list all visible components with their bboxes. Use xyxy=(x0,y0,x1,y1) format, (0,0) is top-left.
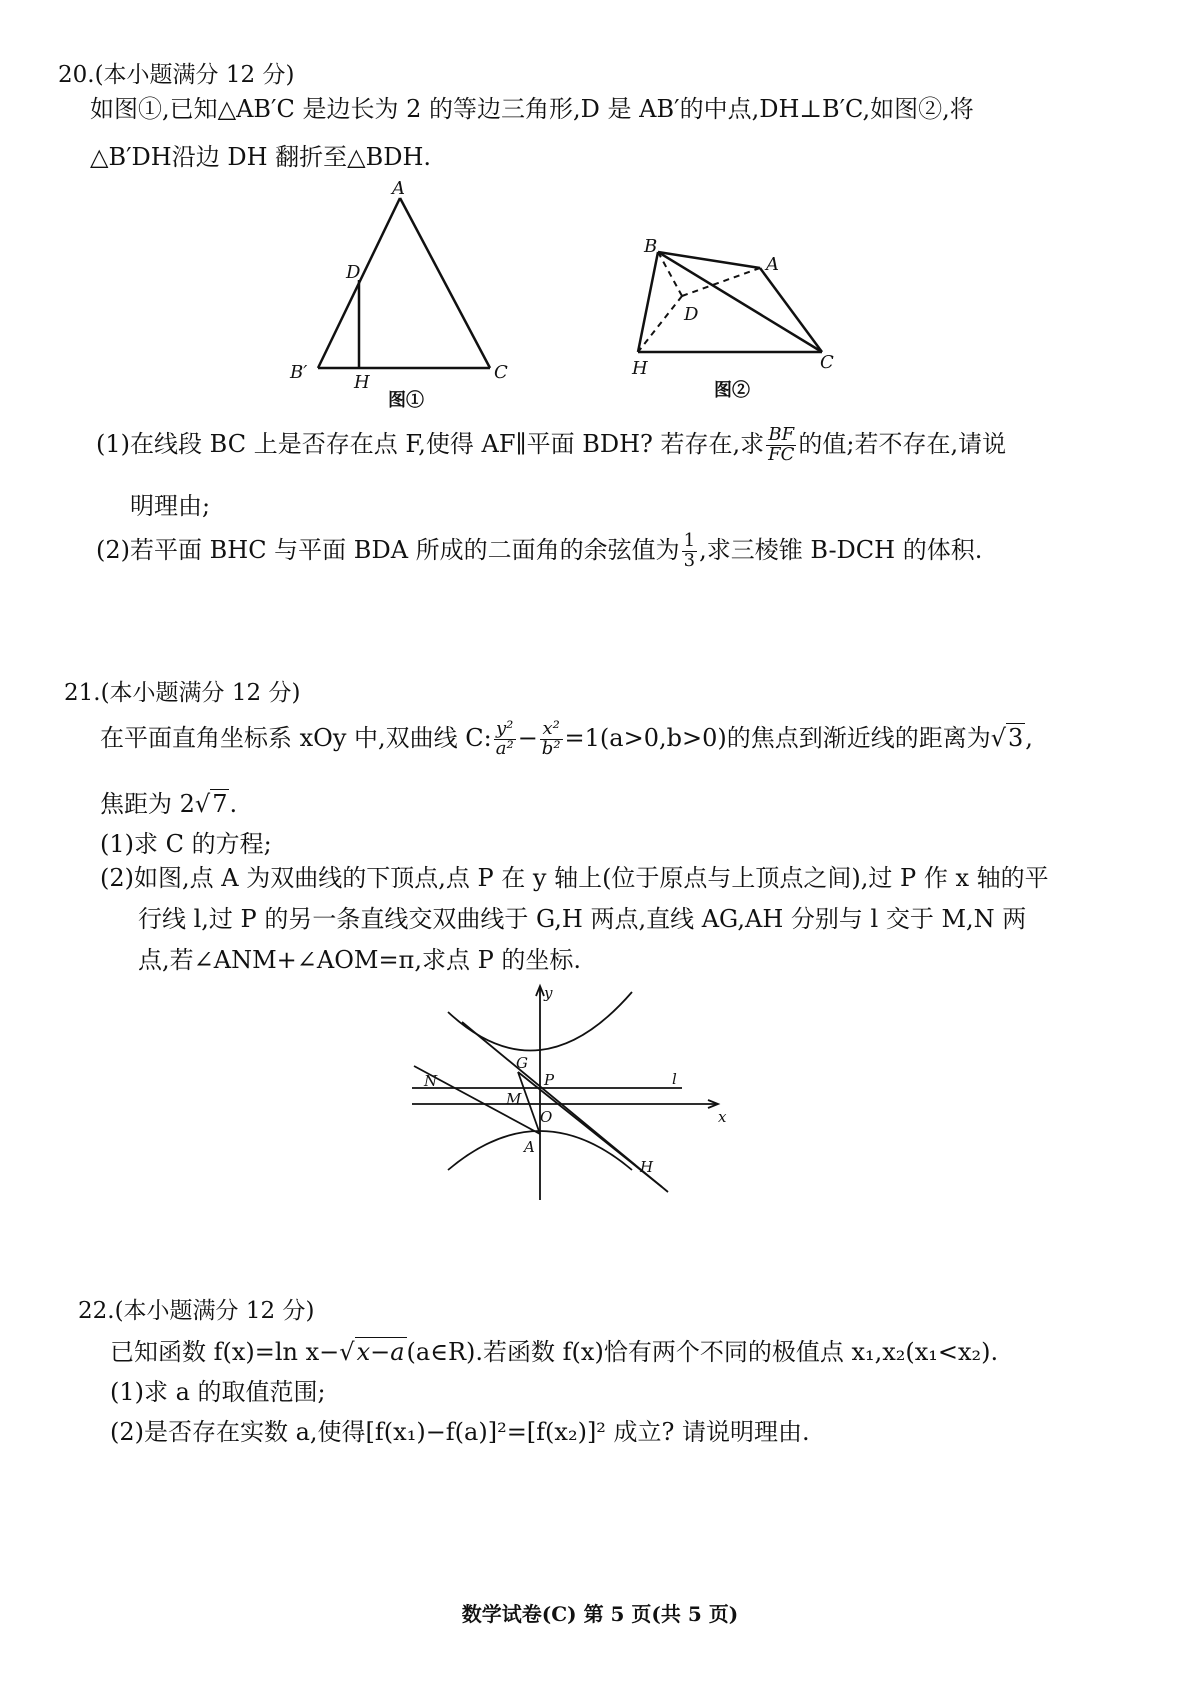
edge-AC xyxy=(400,198,490,368)
q20-part2 xyxy=(96,532,982,571)
label-H: H xyxy=(640,1158,654,1176)
q20-header: 20.(本小题满分 12 分) xyxy=(58,62,295,88)
q22-part1: (1)求 a 的取值范围; xyxy=(110,1378,326,1406)
label-B-prime: B′ xyxy=(290,362,308,383)
minus-sign: − xyxy=(517,723,538,752)
line-AH-extended xyxy=(462,1022,668,1192)
q20-intro-line1: 如图①,已知△AB′C 是边长为 2 的等边三角形,D 是 AB′的中点,DH⊥B′C,如图②,将 xyxy=(90,95,974,123)
label-N: N xyxy=(424,1072,438,1090)
q20-part2-text: (2)若平面 BHC 与平面 BDA 所成的二面角的余弦值为 xyxy=(96,535,680,564)
page-footer: 数学试卷(C) 第 5 页(共 5 页) xyxy=(461,1602,739,1626)
label-l: l xyxy=(672,1070,677,1088)
figure-2 xyxy=(638,252,822,352)
figure-1-caption: 图① xyxy=(388,390,424,411)
figure-1 xyxy=(318,198,490,368)
q22-part2: (2)是否存在实数 a,使得[f(x₁)−f(a)]²=[f(x₂)]² 成立? 请说明理由. xyxy=(110,1418,810,1446)
q21-line1: 在平面直角坐标系 xOy 中,双曲线 C: $\frac{\text{y²}}{\text{a²}}$ − $\frac{\text{x²}}{\text{b²}}$ =1(a>0,b>0)的焦点到渐近线的距离为√3, xyxy=(100,718,1033,759)
label-x: x xyxy=(718,1108,727,1126)
q20-intro-line2: △B′DH沿边 DH 翻折至△BDH. xyxy=(90,143,432,171)
figure-2-labels xyxy=(631,236,834,401)
label-B: B xyxy=(644,236,658,257)
q20-part1-text: (1)在线段 BC 上是否存在点 F,使得 AF∥平面 BDH? 若存在,求 xyxy=(96,429,765,458)
q21-part2-line1: (2)如图,点 A 为双曲线的下顶点,点 P 在 y 轴上(位于原点与上顶点之间),过 P 作 x 轴的平 xyxy=(100,864,1049,892)
label-G: G xyxy=(516,1054,528,1072)
edge-BH xyxy=(638,252,658,352)
label-C: C xyxy=(494,362,508,383)
label-A: A xyxy=(392,180,405,199)
q20-part2-tail: ,求三棱锥 B-DCH 的体积. xyxy=(699,535,983,564)
q22-line1: 已知函数 f(x)=ln x−√x−a(a∈R).若函数 f(x)恰有两个不同的极值点 x₁,x₂(x₁<x₂). xyxy=(110,1338,999,1366)
label-H2: H xyxy=(632,358,648,379)
label-y: y xyxy=(544,984,553,1002)
q21-line2: 焦距为 2√7. xyxy=(100,790,238,818)
label-A2: A xyxy=(766,254,779,275)
fraction-y2-a2: $\frac{\text{y²}}{\text{a²}}$ xyxy=(495,718,514,759)
q21-figure xyxy=(400,980,760,1205)
q21-header: 21.(本小题满分 12 分) xyxy=(64,680,301,706)
q20-figures xyxy=(280,180,880,420)
fraction-one-third: $\frac{1}{3}$ xyxy=(683,530,696,571)
fraction-x2-b2: $\frac{\text{x²}}{\text{b²}}$ xyxy=(541,718,561,759)
edge-BC xyxy=(658,252,822,352)
fraction-bf-fc: $\frac{BF}{FC}$ xyxy=(768,424,795,465)
label-P: P xyxy=(544,1071,555,1089)
label-D2: D xyxy=(684,304,699,325)
sqrt-x-minus-a: x−a xyxy=(356,1338,405,1366)
q21-part2-line2: 行线 l,过 P 的另一条直线交双曲线于 G,H 两点,直线 AG,AH 分别与 l 交于 M,N 两 xyxy=(138,905,1027,933)
figure-1-labels xyxy=(289,180,508,411)
q21-part2-line3: 点,若∠ANM+∠AOM=π,求点 P 的坐标. xyxy=(138,946,581,974)
q21-line1-text: 在平面直角坐标系 xOy 中,双曲线 C: xyxy=(100,723,492,752)
label-M: M xyxy=(506,1090,522,1108)
label-C2: C xyxy=(820,352,834,373)
sqrt-7: 7 xyxy=(212,790,228,818)
q21-line1-tail: =1(a>0,b>0)的焦点到渐近线的距离为√ xyxy=(564,723,1007,752)
label-A: A xyxy=(524,1138,535,1156)
sqrt-3: 3 xyxy=(1008,723,1024,752)
q22-header: 22.(本小题满分 12 分) xyxy=(78,1298,315,1324)
figure-2-caption: 图② xyxy=(714,380,750,401)
label-D: D xyxy=(346,262,361,283)
q21-part1: (1)求 C 的方程; xyxy=(100,830,272,858)
q20-part1-line2: 明理由; xyxy=(130,492,211,520)
edge-AC xyxy=(760,268,822,352)
label-O: O xyxy=(540,1108,553,1126)
q20-part1-line1 xyxy=(96,426,1006,465)
label-H: H xyxy=(354,372,370,393)
q20-part1-tail: 的值;若不存在,请说 xyxy=(798,429,1007,458)
